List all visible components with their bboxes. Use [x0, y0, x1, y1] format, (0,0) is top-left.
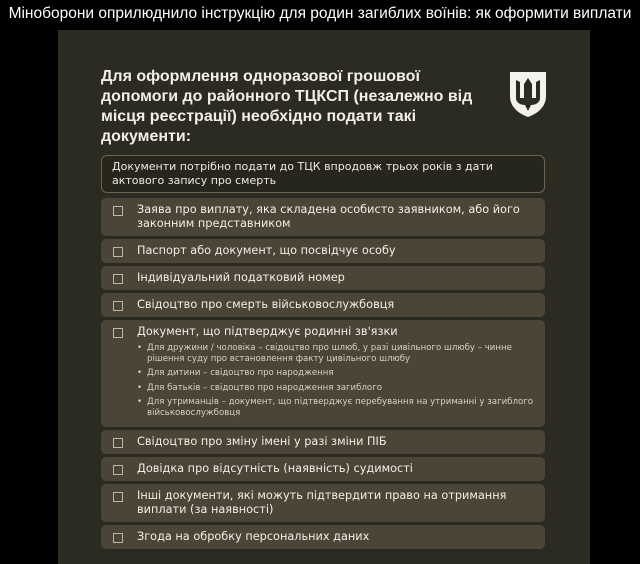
checklist-item-label: Паспорт або документ, що посвідчує особу — [137, 244, 396, 257]
sub-list-item: • Для дружини / чоловіка – свідоцтво про шлюб, у разі цивільного шлюбу – чинне рішення суду про встановлення факту цивільного шлюбу — [137, 343, 537, 364]
checklist-item — [101, 484, 545, 522]
checkbox-icon — [113, 247, 123, 257]
checklist-item — [101, 293, 545, 317]
checklist-item — [101, 239, 545, 263]
checklist-item-label: Інші документи, які можуть підтвердити право на отримання виплати (за наявності) — [137, 489, 507, 516]
sub-list-item: • Для утриманців – документ, що підтверджує перебування на утриманні у загиблого військовослужбовця — [137, 397, 537, 418]
sub-list-item: • Для батьків – свідоцтво про народження загиблого — [137, 383, 537, 394]
checklist-item-label: Довідка про відсутність (наявність) судимості — [137, 462, 413, 475]
checklist-item — [101, 266, 545, 290]
document-checklist — [101, 198, 545, 552]
checklist-item — [101, 320, 545, 427]
infographic-card — [58, 30, 590, 564]
checklist-item-label: Заява про виплату, яка складена особисто заявником, або його законним представником — [137, 203, 520, 230]
checklist-item-label: Згода на обробку персональних даних — [137, 530, 370, 543]
checklist-item — [101, 430, 545, 454]
checkbox-icon — [113, 206, 123, 216]
trident-shield-icon — [508, 70, 548, 118]
headline: Міноборони оприлюднило інструкцію для родин загиблих воїнів: як оформити виплати — [8, 5, 632, 22]
checkbox-icon — [113, 438, 123, 448]
checklist-item-label: Індивідуальний податковий номер — [137, 271, 345, 284]
sub-list-item: • Для дитини – свідоцтво про народження — [137, 368, 537, 379]
sub-list — [137, 343, 537, 418]
checkbox-icon — [113, 465, 123, 475]
checkbox-icon — [113, 533, 123, 543]
checklist-item — [101, 525, 545, 549]
card-title: Для оформлення одноразової грошової допомоги до районного ТЦКСП (незалежно від місця реєстрації) необхідно подати такі документи: — [101, 68, 473, 145]
checklist-item — [101, 457, 545, 481]
deadline-notice: Документи потрібно подати до ТЦК впродовж трьох років з дати актового запису про смерть — [101, 155, 545, 193]
checkbox-icon — [113, 274, 123, 284]
checkbox-icon — [113, 492, 123, 502]
checklist-item-label: Свідоцтво про зміну імені у разі зміни ПІБ — [137, 435, 387, 448]
checklist-item-label: Свідоцтво про смерть військовослужбовця — [137, 298, 395, 311]
checklist-item — [101, 198, 545, 236]
checklist-item-label: Документ, що підтверджує родинні зв'язки — [137, 325, 398, 338]
checkbox-icon — [113, 301, 123, 311]
checkbox-icon — [113, 328, 123, 338]
